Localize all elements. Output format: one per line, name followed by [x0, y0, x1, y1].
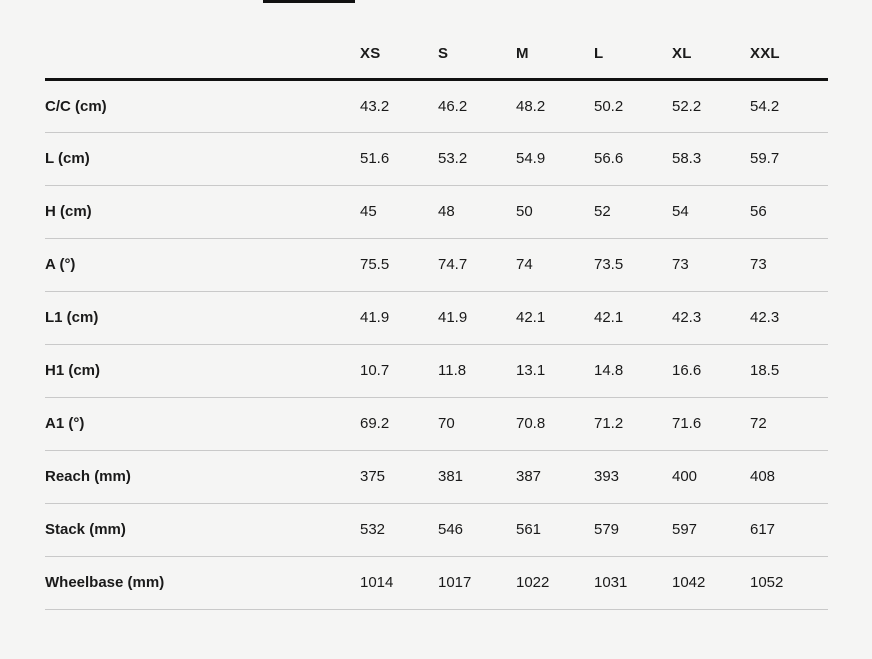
value-cell: 1052 [750, 574, 784, 591]
value-cell: 59.7 [750, 150, 780, 167]
table-row [45, 238, 828, 291]
size-header-row [45, 29, 828, 79]
value-cell: 74.7 [438, 256, 468, 273]
value-cell: 597 [672, 521, 698, 538]
value-cell: 75.5 [360, 256, 390, 273]
table-row [45, 344, 828, 397]
measurement-row-label: H1 (cm) [45, 362, 101, 379]
value-cell: 56 [750, 203, 767, 220]
measurement-row-label: Wheelbase (mm) [45, 574, 165, 591]
measurement-row-label: Stack (mm) [45, 521, 126, 538]
value-cell: 46.2 [438, 97, 468, 115]
value-cell: 42.1 [516, 309, 546, 326]
table-row [45, 185, 828, 238]
value-cell: 73 [672, 256, 689, 273]
measurement-row-label: H (cm) [45, 203, 92, 220]
measurement-row-label: A1 (°) [45, 415, 85, 432]
size-column-header: XS [360, 29, 438, 79]
value-cell: 71.6 [672, 415, 702, 432]
value-cell: 54.9 [516, 150, 546, 167]
value-cell: 16.6 [672, 362, 702, 379]
value-cell: 13.1 [516, 362, 546, 379]
measurement-row-label: L (cm) [45, 150, 90, 167]
size-column-header: XL [672, 29, 750, 79]
value-cell: 45 [360, 203, 377, 220]
value-cell: 10.7 [360, 362, 390, 379]
value-cell: 43.2 [360, 97, 390, 115]
value-cell: 58.3 [672, 150, 702, 167]
value-cell: 42.3 [750, 309, 780, 326]
value-cell: 70 [438, 415, 455, 432]
table-row [45, 291, 828, 344]
value-cell: 14.8 [594, 362, 624, 379]
value-cell: 387 [516, 468, 542, 485]
value-cell: 71.2 [594, 415, 624, 432]
value-cell: 41.9 [360, 309, 390, 326]
active-tab-indicator [263, 0, 355, 3]
measurement-row-label: A (°) [45, 256, 76, 273]
size-column-header: L [594, 29, 672, 79]
value-cell: 1022 [516, 574, 550, 591]
value-cell: 70.8 [516, 415, 546, 432]
table-row [45, 397, 828, 450]
size-column-header: M [516, 29, 594, 79]
measurement-row-label: L1 (cm) [45, 309, 99, 326]
value-cell: 51.6 [360, 150, 390, 167]
value-cell: 54 [672, 203, 689, 220]
corner-cell [45, 29, 360, 79]
value-cell: 400 [672, 468, 698, 485]
table-row [45, 450, 828, 503]
value-cell: 50.2 [594, 97, 624, 115]
size-column-header: XXL [750, 29, 828, 79]
value-cell: 56.6 [594, 150, 624, 167]
value-cell: 69.2 [360, 415, 390, 432]
value-cell: 579 [594, 521, 620, 538]
value-cell: 42.1 [594, 309, 624, 326]
value-cell: 73.5 [594, 256, 624, 273]
value-cell: 74 [516, 256, 533, 273]
value-cell: 1017 [438, 574, 472, 591]
value-cell: 546 [438, 521, 464, 538]
geometry-table-container [45, 29, 828, 610]
measurement-row-label: C/C (cm) [45, 97, 107, 115]
table-row [45, 503, 828, 556]
value-cell: 381 [438, 468, 464, 485]
value-cell: 1042 [672, 574, 706, 591]
value-cell: 408 [750, 468, 776, 485]
table-row [45, 79, 828, 132]
value-cell: 1031 [594, 574, 628, 591]
value-cell: 42.3 [672, 309, 702, 326]
geometry-table [45, 29, 828, 610]
value-cell: 11.8 [438, 362, 467, 379]
value-cell: 1014 [360, 574, 394, 591]
value-cell: 72 [750, 415, 767, 432]
value-cell: 41.9 [438, 309, 468, 326]
value-cell: 393 [594, 468, 620, 485]
value-cell: 73 [750, 256, 767, 273]
value-cell: 53.2 [438, 150, 468, 167]
geometry-table-body [45, 79, 828, 609]
size-column-header: S [438, 29, 516, 79]
value-cell: 18.5 [750, 362, 780, 379]
value-cell: 52.2 [672, 97, 702, 115]
value-cell: 532 [360, 521, 386, 538]
measurement-row-label: Reach (mm) [45, 468, 131, 485]
value-cell: 52 [594, 203, 611, 220]
table-row [45, 132, 828, 185]
value-cell: 48 [438, 203, 455, 220]
value-cell: 48.2 [516, 97, 546, 115]
value-cell: 617 [750, 521, 776, 538]
value-cell: 561 [516, 521, 542, 538]
value-cell: 375 [360, 468, 386, 485]
value-cell: 54.2 [750, 97, 780, 115]
value-cell: 50 [516, 203, 533, 220]
table-row [45, 556, 828, 609]
